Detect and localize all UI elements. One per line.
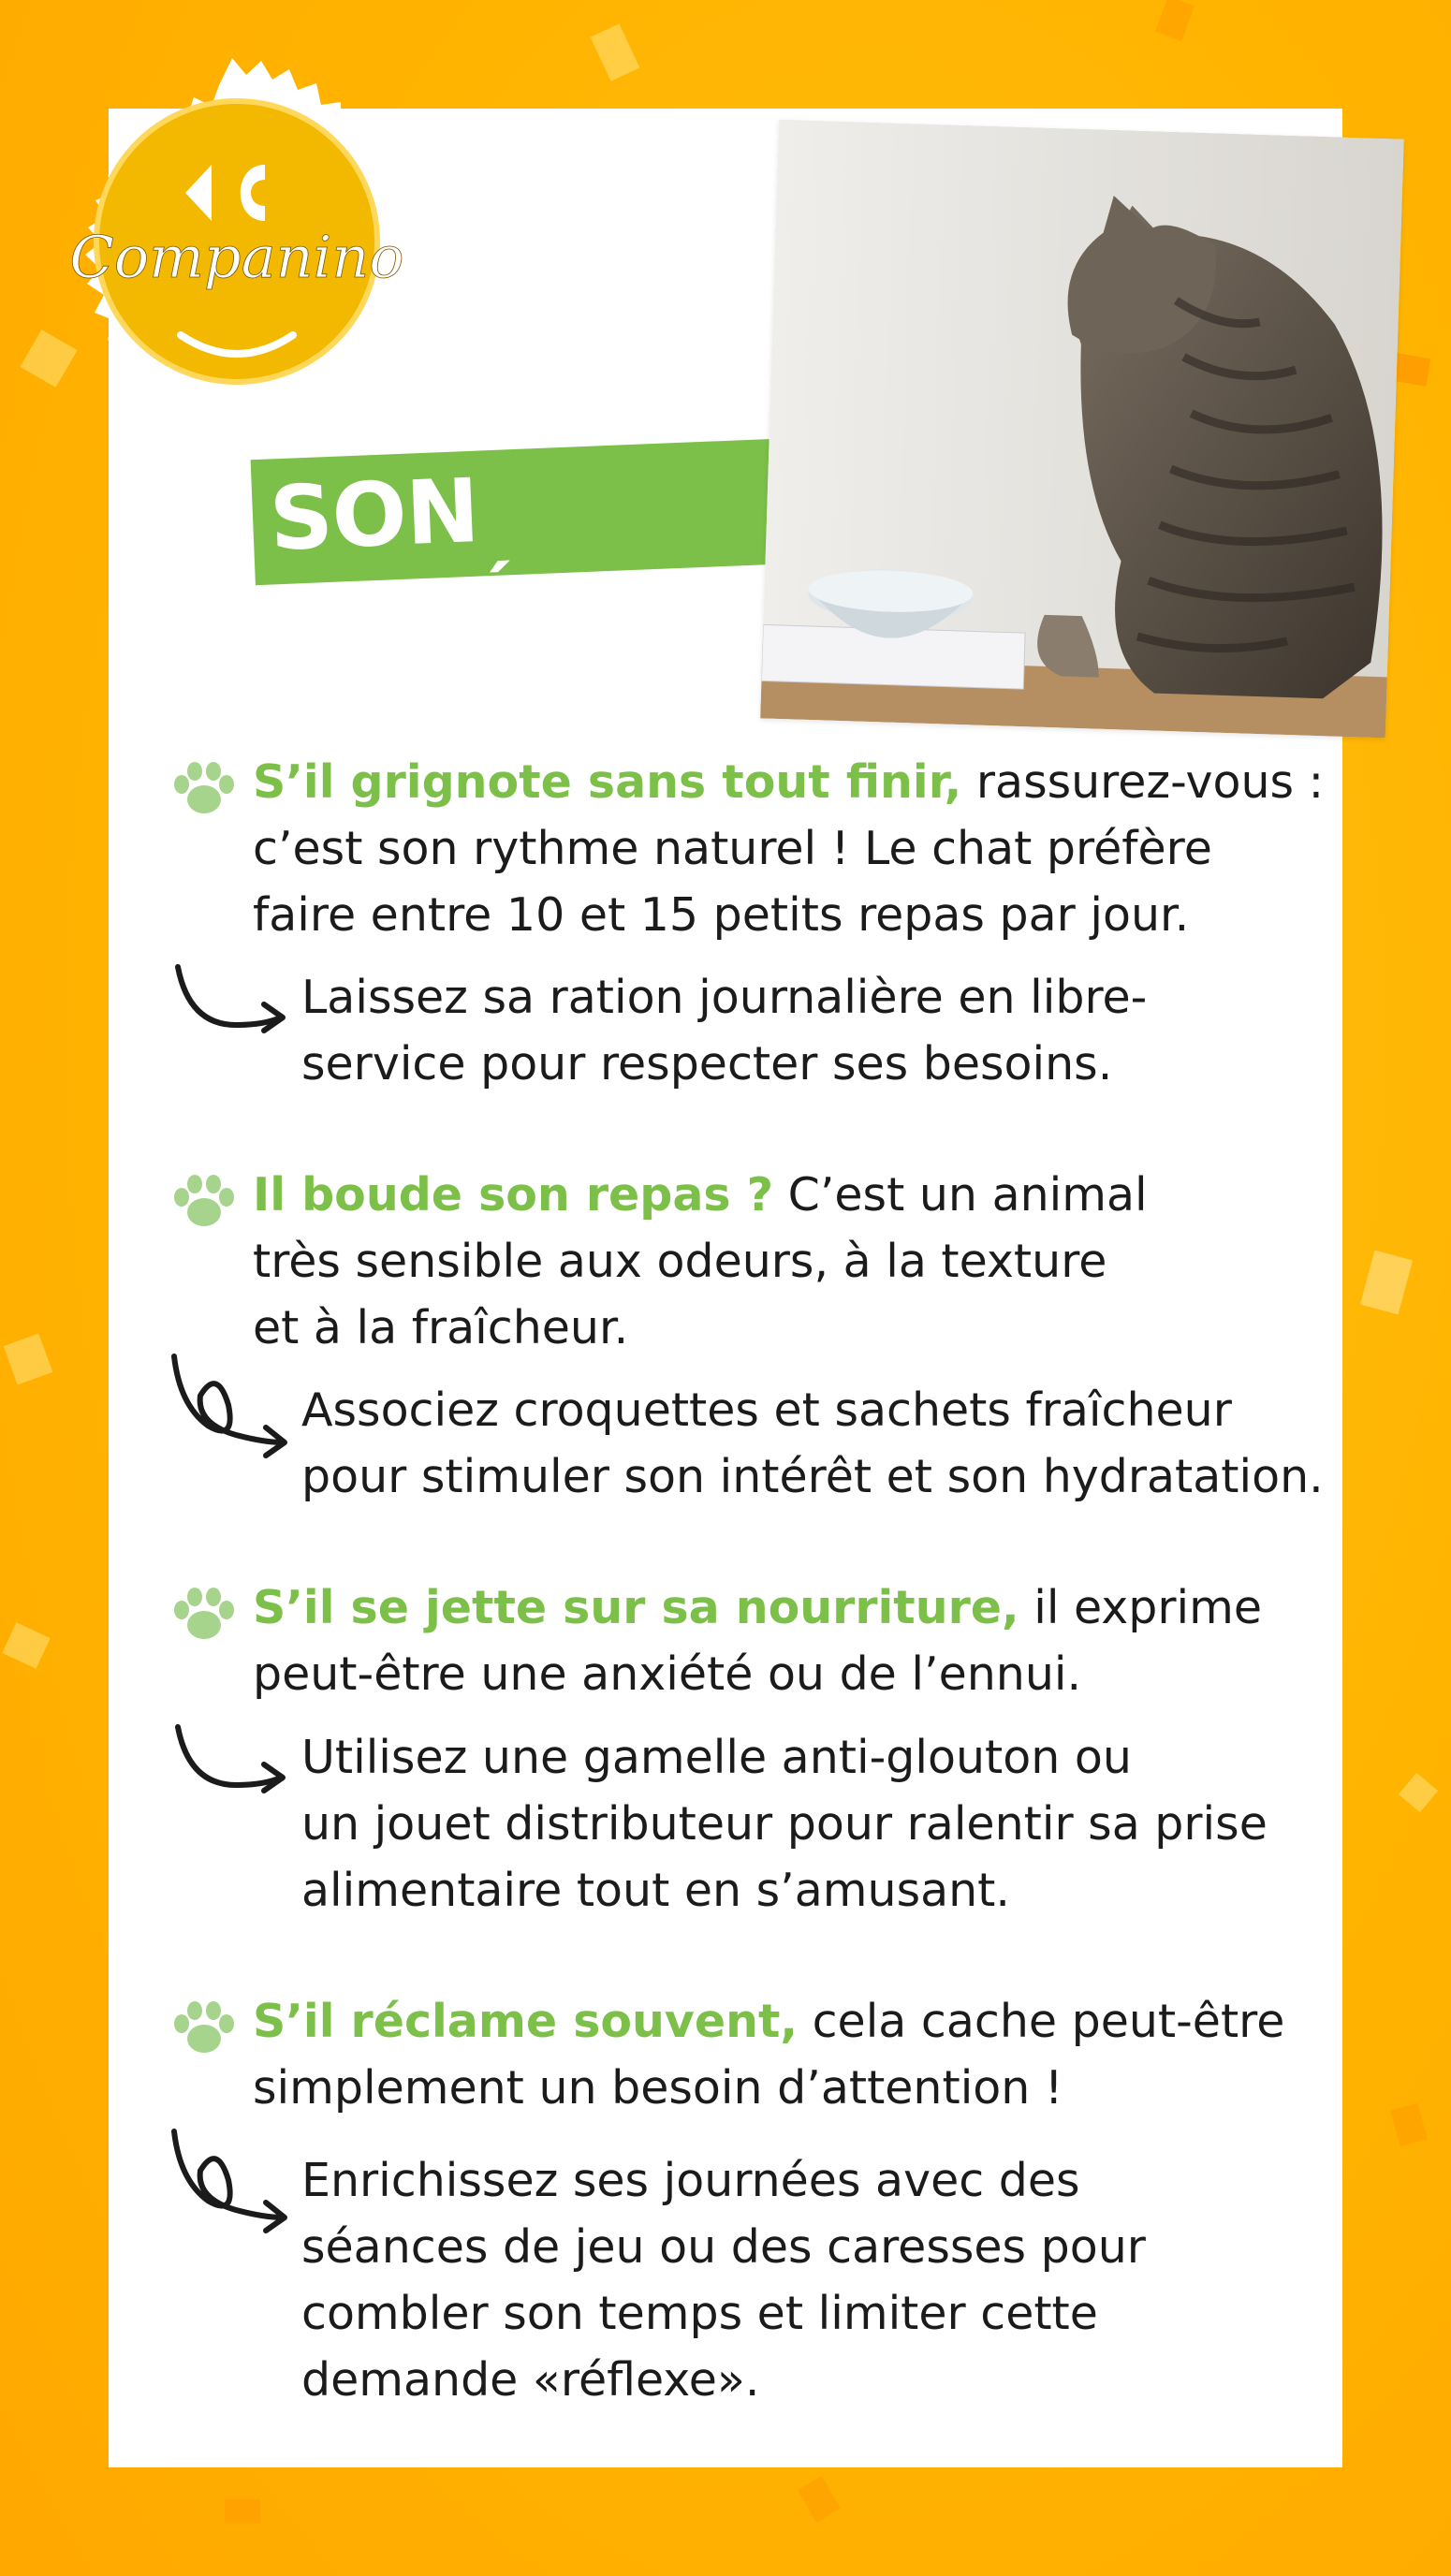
section-lead: S’il réclame souvent, [253,1995,799,2048]
cat-photo [760,120,1404,739]
tip-line: service pour respecter ses besoins. [301,1037,1113,1090]
tip-line: combler son temps et limiter cette [301,2287,1098,2340]
section-lead: S’il se jette sur sa nourriture, [253,1581,1019,1634]
tip-line: Laissez sa ration journalière en libre- [301,971,1148,1024]
tip-line: séances de jeu ou des caresses pour [301,2220,1146,2274]
page-title: SON APPÉTIT [267,460,680,673]
curved-arrow-icon [170,959,292,1072]
tip-line: Associez croquettes et sachets fraîcheur [301,1383,1232,1437]
tip-line: demande «réflexe». [301,2353,760,2407]
logo-wordmark: Companino [69,223,404,291]
section-line [253,1162,1339,1228]
tip-line: pour stimuler son intérêt et son hydratation. [301,1450,1324,1503]
section-text: C’est un animal [787,1168,1148,1222]
paw-icon [170,1998,238,2057]
tip-line: Utilisez une gamelle anti-glouton ou [301,1731,1132,1784]
section-line [253,749,1339,815]
section-line: simplement un besoin d’attention ! [253,2061,1063,2115]
loop-arrow-icon [170,1349,292,1461]
loop-arrow-icon [170,2124,292,2236]
section-lead: S’il grignote sans tout finir, [253,755,962,809]
section-line: faire entre 10 et 15 petits repas par jour. [253,888,1190,942]
tip-line: un jouet distributeur pour ralentir sa prise [301,1797,1268,1851]
section-line [253,1988,1339,2055]
paw-icon [170,1584,238,1644]
section-text: cela cache peut-être [812,1995,1285,2048]
section-line: très sensible aux odeurs, à la texture [253,1235,1107,1288]
companino-logo [54,54,410,410]
tip-line: alimentaire tout en s’amusant. [301,1864,1010,1917]
section-lead: Il boude son repas ? [253,1168,774,1222]
section-line: et à la fraîcheur. [253,1301,629,1354]
paw-icon [170,1171,238,1231]
section-line [253,1574,1339,1641]
section-line: c’est son rythme naturel ! Le chat préfère [253,822,1212,875]
tip-line: Enrichissez ses journées avec des [301,2154,1080,2207]
curved-arrow-icon [170,1720,292,1832]
section-text: rassurez-vous : [975,755,1325,809]
section-text: il exprime [1033,1581,1263,1634]
section-line: peut-être une anxiété ou de l’ennui. [253,1647,1082,1701]
paw-icon [170,758,238,818]
